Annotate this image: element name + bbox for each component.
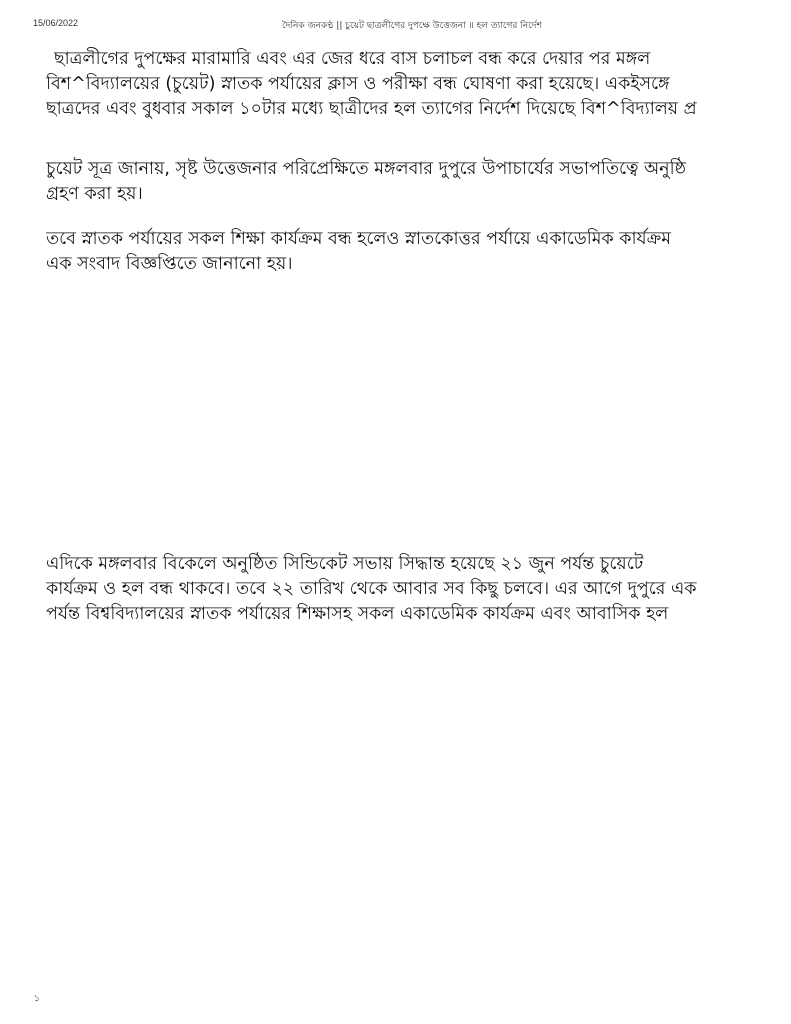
page-number: ১ bbox=[34, 994, 40, 1004]
text-line: তবে স্নাতক পর্যায়ের সকল শিক্ষা কার্যক্রম বন্ধ হলেও স্নাতকোত্তর পর্যায়ে একাডেমিক কার্যক্রম bbox=[46, 229, 671, 249]
print-header-title: দৈনিক জনকণ্ঠ || চুয়েট ছাত্রলীগের দুপক্ষে উত্তেজনা ॥ হল ত্যাগের নির্দেশ bbox=[282, 21, 542, 31]
article-paragraph-3 bbox=[46, 227, 791, 277]
text-line: কার্যক্রম ও হল বন্ধ থাকবে। তবে ২২ তারিখ থেকে আবার সব কিছু চলবে। এর আগে দুপুরে এক bbox=[46, 579, 697, 599]
text-line: গ্রহণ করা হয়। bbox=[46, 184, 143, 204]
article-paragraph-1 bbox=[46, 47, 791, 122]
text-line: বিশ^বিদ্যালয়ের (চুয়েট) স্নাতক পর্যায়ের ক্লাস ও পরীক্ষা বন্ধ ঘোষণা করা হয়েছে। একইসঙ্গে bbox=[46, 74, 670, 94]
print-date: 15/06/2022 bbox=[33, 18, 79, 28]
text-line: পর্যন্ত বিশ্ববিদ্যালয়ের স্নাতক পর্যায়ের শিক্ষাসহ সকল একাডেমিক কার্যক্রম এবং আবাসিক হল bbox=[46, 604, 669, 624]
text-line: ছাত্রদের এবং বুধবার সকাল ১০টার মধ্যে ছাত্রীদের হল ত্যাগের নির্দেশ দিয়েছে বিশ^বিদ্যালয় প্র bbox=[46, 99, 697, 119]
text-line: ছাত্রলীগের দুপক্ষের মারামারি এবং এর জের ধরে বাস চলাচল বন্ধ করে দেয়ার পর মঙ্গল bbox=[54, 49, 651, 69]
article-paragraph-2 bbox=[46, 157, 791, 207]
text-line: এক সংবাদ বিজ্ঞপ্তিতে জানানো হয়। bbox=[46, 254, 293, 274]
text-line: চুয়েট সূত্র জানায়, সৃষ্ট উত্তেজনার পরিপ্রেক্ষিতে মঙ্গলবার দুপুরে উপাচার্যের সভাপতিত্বে অনুষ্ঠি bbox=[46, 159, 687, 179]
article-paragraph-4 bbox=[46, 552, 791, 627]
text-line: এদিকে মঙ্গলবার বিকেলে অনুষ্ঠিত সিন্ডিকেট সভায় সিদ্ধান্ত হয়েছে ২১ জুন পর্যন্ত চুয়েটে bbox=[46, 554, 644, 574]
